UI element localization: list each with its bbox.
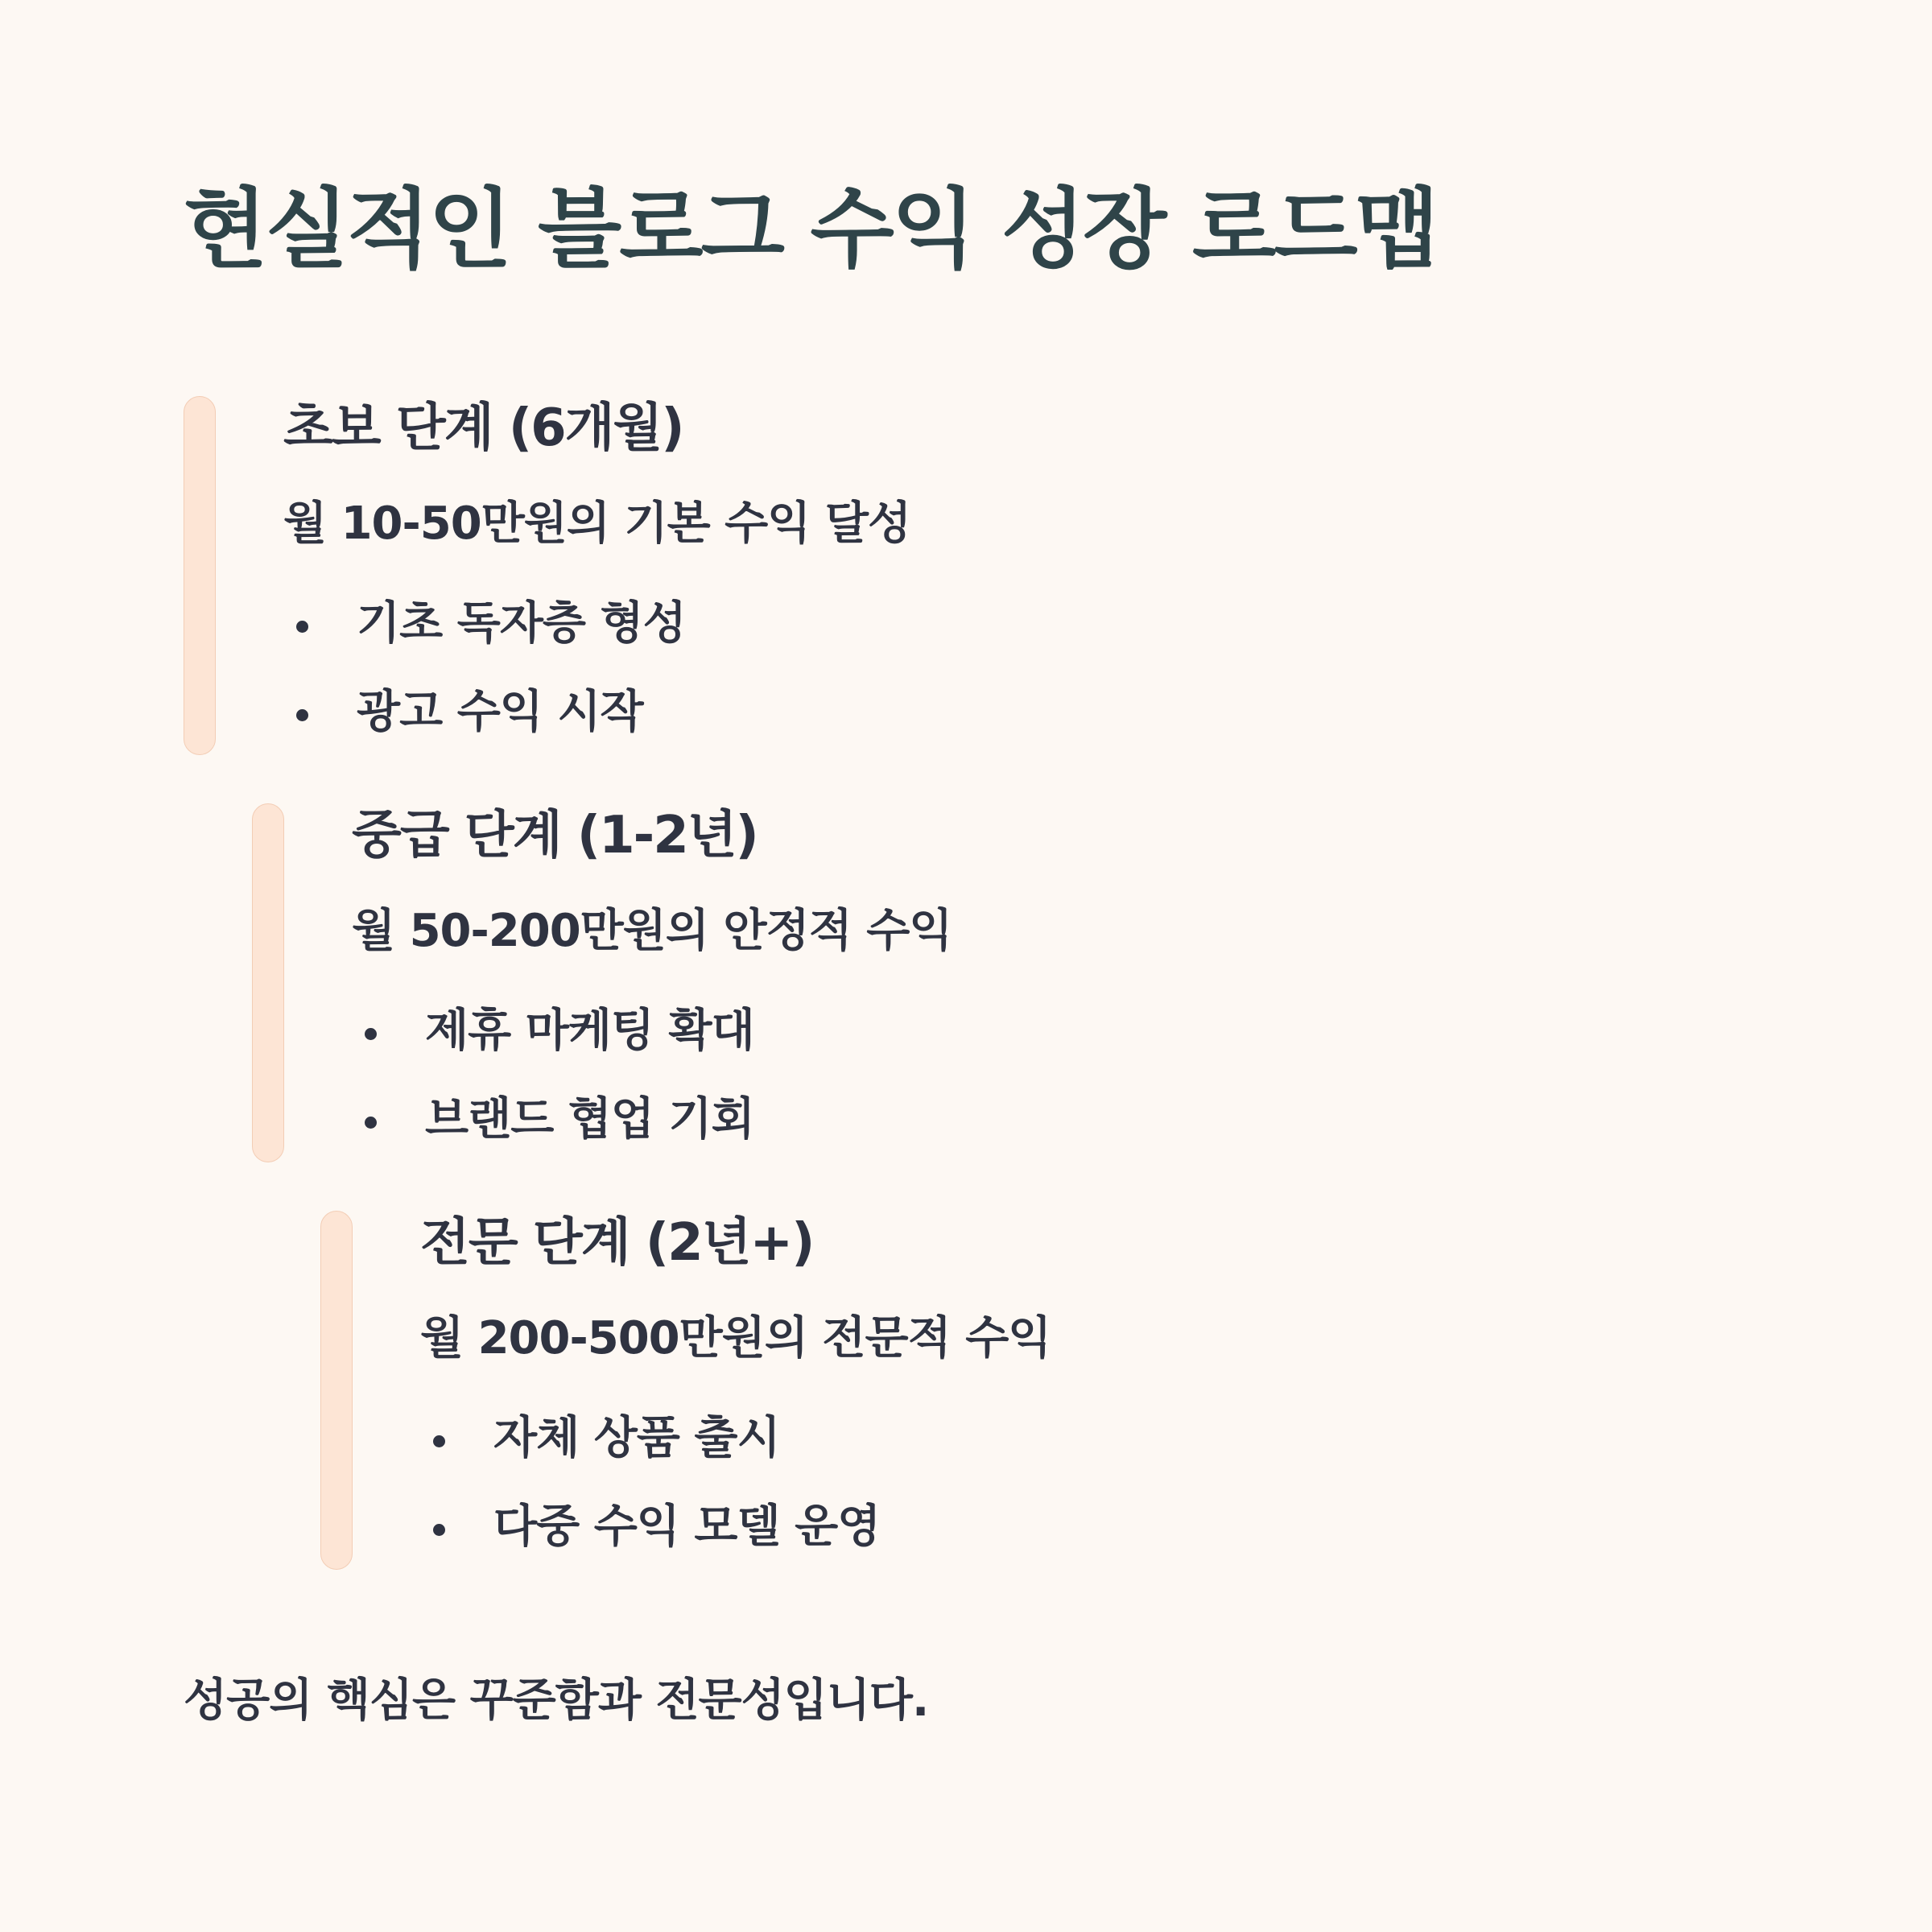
stage-title: 중급 단계 (1-2년)	[352, 806, 758, 865]
stage-timeline-bar	[320, 1211, 353, 1570]
bullet-icon	[365, 1117, 377, 1129]
list-item	[283, 596, 686, 684]
stage-income: 월 50-200만원의 안정적 수익	[352, 905, 952, 957]
stage-income: 월 200-500만원의 전문적 수익	[420, 1312, 1051, 1364]
list-item-label: 제휴 마케팅 확대	[425, 1005, 754, 1057]
bullet-icon	[296, 709, 308, 721]
list-item	[352, 1003, 754, 1092]
bullet-icon	[433, 1524, 445, 1536]
closing-statement: 성공의 핵심은 꾸준함과 전문성입니다.	[184, 1674, 929, 1727]
stage-expert	[320, 1211, 1528, 1571]
stage-title: 초보 단계 (6개월)	[283, 398, 683, 458]
stage-timeline-bar	[184, 396, 216, 755]
stage-timeline-bar	[252, 803, 284, 1162]
stage-item-list	[283, 596, 686, 773]
list-item-label: 광고 수익 시작	[357, 686, 643, 738]
list-item	[420, 1499, 880, 1587]
stage-income: 월 10-50만원의 기본 수익 달성	[283, 497, 911, 550]
stage-beginner	[184, 396, 1391, 757]
stage-intermediate	[252, 803, 1459, 1164]
list-item	[352, 1092, 754, 1180]
list-item-label: 기초 독자층 형성	[357, 597, 686, 650]
list-item-label: 브랜드 협업 기회	[425, 1093, 754, 1146]
page-title: 현실적인 블로그 수익 성장 로드맵	[184, 180, 1437, 280]
bullet-icon	[296, 621, 308, 633]
stage-item-list	[420, 1410, 880, 1587]
bullet-icon	[433, 1435, 445, 1447]
stage-item-list	[352, 1003, 754, 1180]
list-item-label: 자체 상품 출시	[493, 1412, 780, 1464]
list-item	[420, 1410, 880, 1499]
bullet-icon	[365, 1028, 377, 1040]
stage-title: 전문 단계 (2년+)	[420, 1213, 814, 1273]
list-item-label: 다중 수익 모델 운영	[493, 1501, 881, 1553]
list-item	[283, 684, 686, 773]
